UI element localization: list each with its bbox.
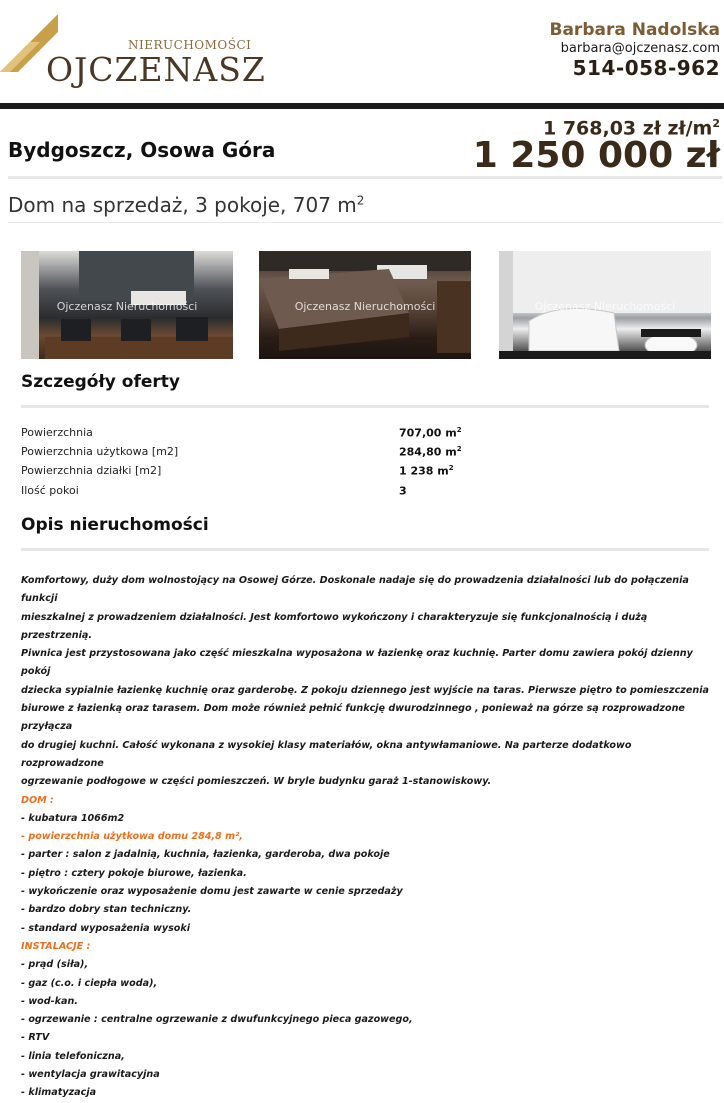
description-line: - wod-kan. [21, 995, 78, 1007]
description-divider [21, 548, 709, 551]
description-body [21, 572, 711, 1103]
detail-value [399, 426, 462, 440]
description-line: mieszkalnej z prowadzeniem działalności. Jest komfortowo wykończony i charakteryzuje się funkcjonalnością i dużą przestrzenią. [21, 611, 648, 641]
description-line: - linia telefoniczna, [21, 1050, 125, 1062]
price-per-sqm-value: 1 768,03 zł zł/m [543, 117, 713, 140]
photo-bathroom[interactable] [499, 251, 711, 359]
description-line: biurowe z łazienką oraz tarasem. Dom może również pełnić funkcję dwurodzinnego , ponieważ na górze są rozprowadzone przyłącza [21, 703, 685, 733]
agent-email-link[interactable]: barbara@ojczenasz.com [560, 41, 720, 56]
details-divider [21, 405, 709, 408]
detail-row-plot-area [21, 464, 709, 482]
description-line: Piwnica jest przystosowana jako część mieszkalna wyposażona w łazienkę oraz kuchnię. Parter domu zawiera pokój dzienny pokój [21, 648, 693, 678]
logo-title[interactable]: OJCZENASZ [46, 50, 266, 89]
description-heading: Opis nieruchomości [21, 515, 209, 535]
detail-row-rooms [21, 484, 709, 502]
detail-value-sup: 2 [456, 426, 462, 434]
description-line: - standard wyposażenia wysoki [21, 922, 191, 934]
description-line: - parter : salon z jadalnią, kuchnia, łazienka, garderoba, dwa pokoje [21, 849, 390, 861]
detail-value-text: 3 [399, 484, 407, 498]
detail-value-sup: 2 [448, 464, 454, 472]
detail-value [399, 464, 454, 478]
details-heading: Szczegóły oferty [21, 372, 180, 392]
photo-watermark: Ojczenasz Nieruchomości [294, 300, 436, 313]
detail-row-usable-area [21, 445, 709, 463]
photo-bedroom[interactable] [259, 251, 471, 359]
description-subheading-house: DOM : [21, 794, 54, 806]
listing-subtitle-text: Dom na sprzedaż, 3 pokoje, 707 m [8, 193, 357, 217]
description-line: Komfortowy, duży dom wolnostojący na Osowej Górze. Doskonale nadaje się do prowadzenia działalności lub do połączenia funkcji [21, 575, 689, 605]
photo-dining-room[interactable] [21, 251, 233, 359]
description-line: dziecka sypialnie łazienkę kuchnię oraz garderobę. Z pokoju dziennego jest wyjście na taras. Pierwsze piętro to pomieszczenia [21, 684, 709, 696]
agent-name: Barbara Nadolska [549, 20, 720, 40]
detail-label: Powierzchnia działki [m2] [21, 464, 162, 477]
photo-watermark: Ojczenasz Nieruchomości [56, 300, 198, 313]
detail-label: Powierzchnia użytkowa [m2] [21, 445, 179, 458]
listing-subtitle [8, 193, 364, 217]
description-line: - kubatura 1066m2 [21, 812, 125, 824]
description-line: - klimatyzacja [21, 1087, 97, 1099]
listing-price: 1 250 000 zł [472, 135, 720, 176]
price-per-sqm-unit-sup: 2 [712, 117, 720, 130]
description-line: - RTV [21, 1032, 50, 1044]
description-line: ogrzewanie podłogowe w części pomieszczeń. W bryle budynku garaż 1-stanowiskowy. [21, 776, 492, 788]
description-line: do drugiej kuchni. Całość wykonana z wysokiej klasy materiałów, okna antywłamaniowe. Na parterze dodatkowo rozprowadzone [21, 739, 632, 769]
detail-label: Ilość pokoi [21, 484, 79, 497]
detail-value [399, 445, 462, 459]
detail-value-text: 1 238 m [399, 464, 449, 478]
description-line: - prąd (siła), [21, 959, 89, 971]
title-divider [8, 176, 722, 179]
description-line: - ogrzewanie : centralne ogrzewanie z dwufunkcyjnego pieca gazowego, [21, 1014, 413, 1026]
detail-value-text: 284,80 m [399, 445, 457, 459]
logo-subtitle: NIERUCHOMOŚCI [128, 38, 252, 52]
subtitle-divider [8, 222, 722, 223]
detail-value-sup: 2 [456, 445, 462, 453]
description-line: - bardzo dobry stan techniczny. [21, 904, 192, 916]
detail-value-text: 707,00 m [399, 426, 457, 440]
header-divider [0, 103, 724, 109]
description-subheading-installations: INSTALACJE : [21, 940, 91, 952]
description-line: - wentylacja grawitacyjna [21, 1069, 160, 1081]
listing-location: Bydgoszcz, Osowa Góra [8, 138, 276, 162]
description-line: - piętro : cztery pokoje biurowe, łazienka. [21, 867, 247, 879]
agent-phone-link[interactable]: 514-058-962 [572, 56, 720, 80]
description-line: - gaz (c.o. i ciepła woda), [21, 977, 158, 989]
photo-watermark: Ojczenasz Nieruchomości [534, 300, 676, 313]
detail-label: Powierzchnia [21, 426, 93, 439]
detail-row-area [21, 426, 709, 444]
description-line-highlight: - powierzchnia użytkowa domu 284,8 m², [21, 831, 243, 843]
detail-value [399, 484, 407, 498]
listing-subtitle-sup: 2 [356, 193, 365, 208]
description-line: - wykończenie oraz wyposażenie domu jest zawarte w cenie sprzedaży [21, 886, 403, 898]
